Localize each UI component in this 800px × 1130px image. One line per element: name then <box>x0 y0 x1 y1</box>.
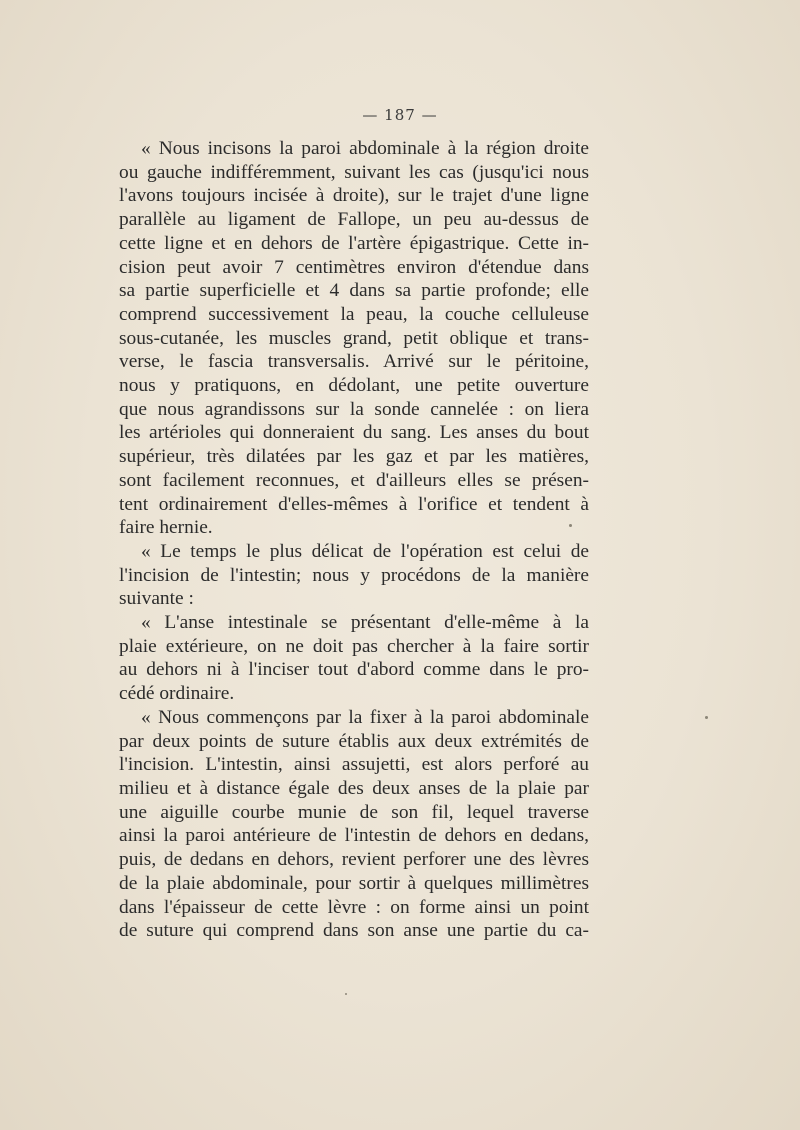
text-line: parallèle au ligament de Fallope, un peu au-dessus de <box>119 209 589 231</box>
text-line: faire hernie. <box>119 517 213 539</box>
text-line: suivante : <box>119 588 194 610</box>
text-line: sont facilement reconnues, et d'ailleurs elles se présen- <box>119 469 589 491</box>
text-line: verse, le fascia transversalis. Arrivé sur le péritoine, <box>119 351 589 373</box>
text-line: « Nous commençons par la fixer à la paroi abdominale <box>141 706 589 728</box>
text-line: l'incision de l'intestin; nous y procédons de la manière <box>119 564 589 586</box>
text-line: sa partie superficielle et 4 dans sa partie profonde; elle <box>119 280 589 302</box>
text-line: supérieur, très dilatées par les gaz et par les matières, <box>119 446 589 468</box>
text-line: puis, de dedans en dehors, revient perforer une des lèvres <box>119 849 589 871</box>
text-line: par deux points de suture établis aux deux extrémités de <box>119 730 589 752</box>
text-line: milieu et à distance égale des deux anses de la plaie par <box>119 777 589 799</box>
paper-speck <box>705 716 708 719</box>
text-line: « Nous incisons la paroi abdominale à la région droite <box>141 138 589 159</box>
paper-speck <box>345 993 347 995</box>
text-line: ou gauche indifféremment, suivant les cas (jusqu'ici nous <box>119 161 589 183</box>
body-text <box>119 137 589 943</box>
text-line: une aiguille courbe munie de son fil, lequel traverse <box>119 801 589 823</box>
text-line: nous y pratiquons, en dédolant, une petite ouverture <box>119 375 589 397</box>
page-number: — 187 — <box>362 106 438 124</box>
text-line: cédé ordinaire. <box>119 683 235 705</box>
text-line: « Le temps le plus délicat de l'opération est celui de <box>141 540 589 562</box>
text-line: cette ligne et en dehors de l'artère épigastrique. Cette in- <box>119 232 589 254</box>
text-line: dans l'épaisseur de cette lèvre : on forme ainsi un point <box>119 896 589 918</box>
text-line: comprend successivement la peau, la couche celluleuse <box>119 303 589 325</box>
text-line: que nous agrandissons sur la sonde cannelée : on liera <box>119 398 589 420</box>
text-line: ainsi la paroi antérieure de l'intestin de dehors en dedans, <box>119 825 589 847</box>
text-line: l'avons toujours incisée à droite), sur le trajet d'une ligne <box>119 185 589 207</box>
text-line: de la plaie abdominale, pour sortir à quelques millimètres <box>119 872 589 894</box>
text-line: « L'anse intestinale se présentant d'elle-même à la <box>141 612 589 634</box>
text-line: de suture qui comprend dans son anse une partie du ca- <box>119 920 589 942</box>
text-line: sous-cutanée, les muscles grand, petit oblique et trans- <box>119 327 589 349</box>
text-line: cision peut avoir 7 centimètres environ d'étendue dans <box>119 256 589 278</box>
text-line: plaie extérieure, on ne doit pas chercher à la faire sortir <box>119 635 589 657</box>
text-line: tent ordinairement d'elles-mêmes à l'orifice et tendent à <box>119 493 589 515</box>
paper-speck <box>569 524 572 527</box>
paragraph <box>119 137 589 161</box>
text-line: les artérioles qui donneraient du sang. Les anses du bout <box>119 422 589 444</box>
text-line: l'incision. L'intestin, ainsi assujetti, est alors perforé au <box>119 754 589 776</box>
text-line: au dehors ni à l'inciser tout d'abord comme dans le pro- <box>119 659 589 681</box>
